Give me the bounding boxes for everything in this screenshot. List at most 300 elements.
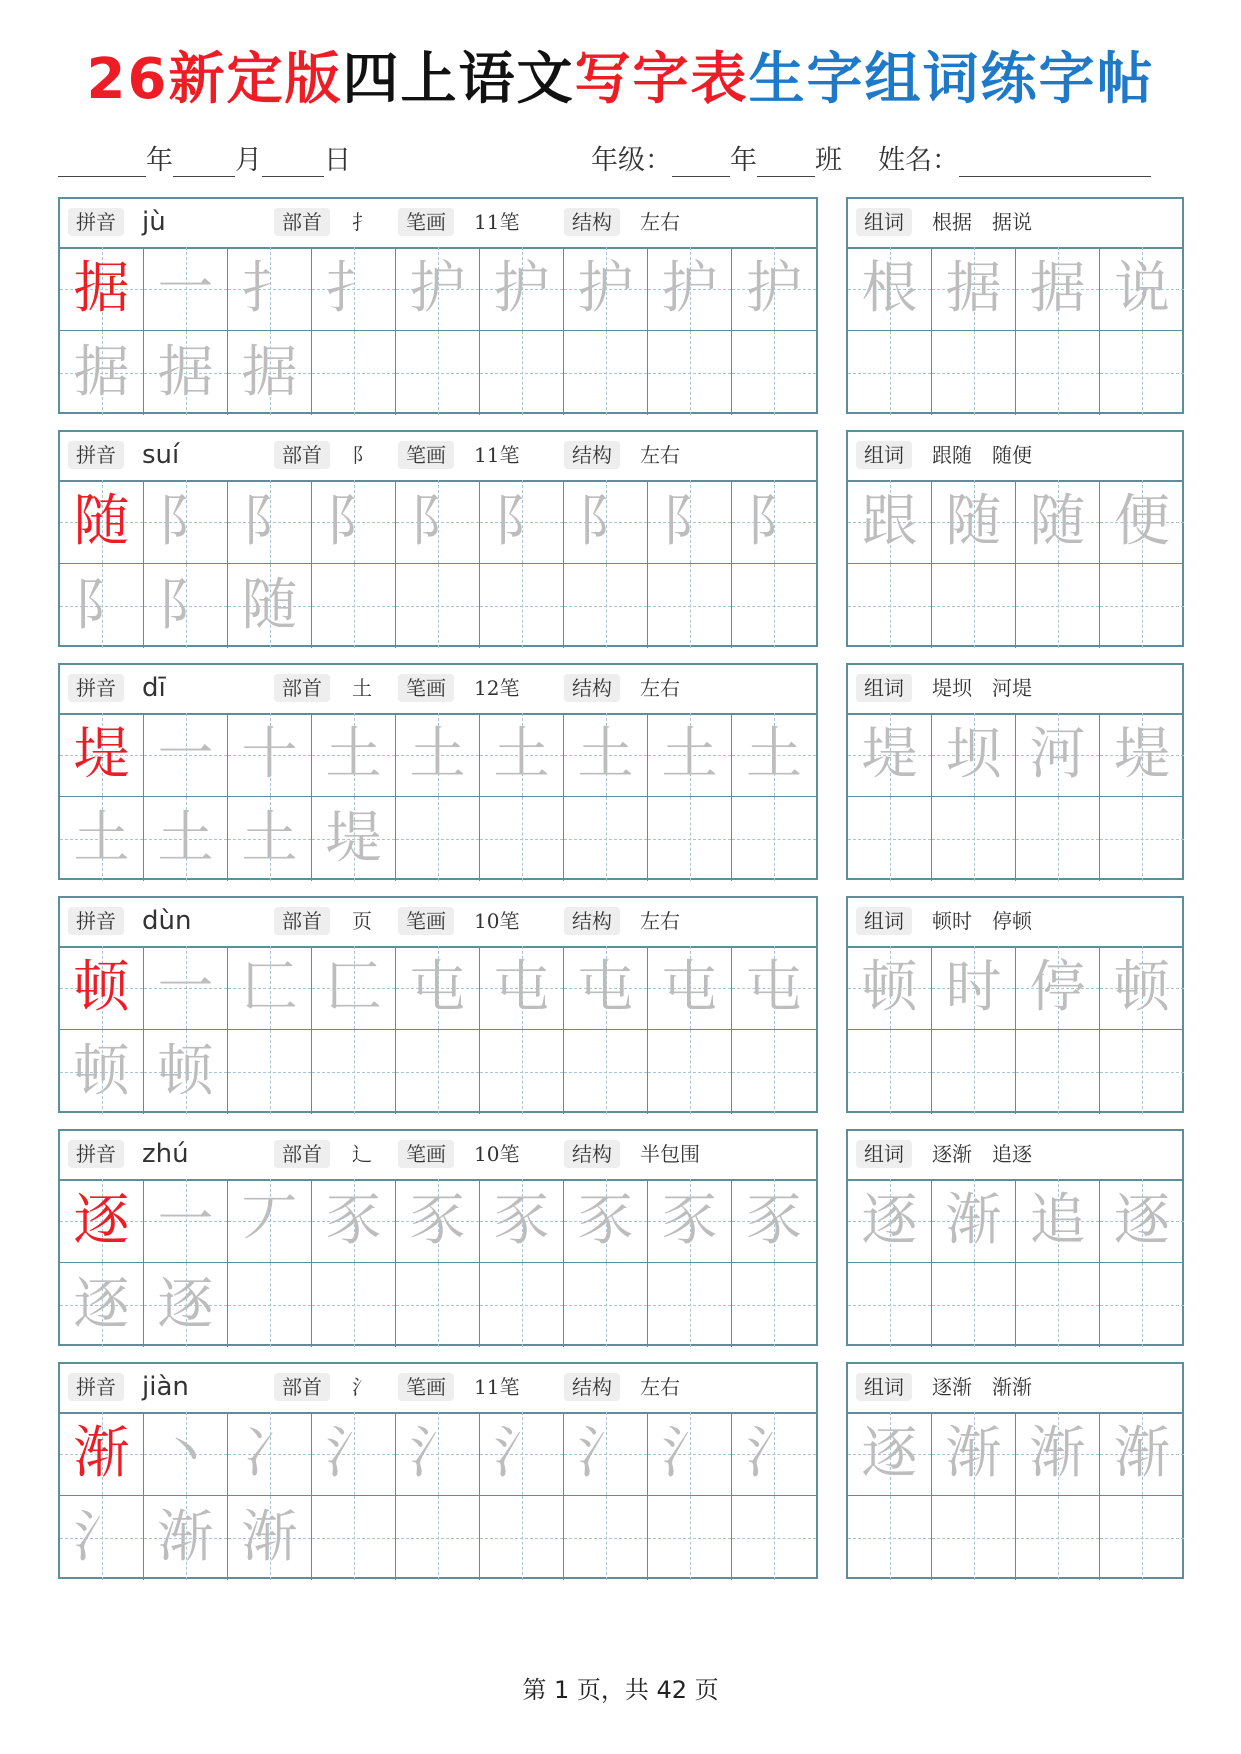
structure-tag: 结构 — [564, 907, 620, 935]
practice-cell[interactable] — [564, 797, 648, 881]
pinyin-value: zhú — [142, 1139, 189, 1169]
word-practice-cell[interactable] — [1100, 331, 1184, 415]
word-practice-cell[interactable] — [932, 564, 1016, 648]
practice-cell[interactable] — [312, 564, 396, 648]
structure-tag: 结构 — [564, 441, 620, 469]
word-practice-cell[interactable] — [1016, 797, 1100, 881]
stroke-step-char: 阝 — [493, 488, 550, 554]
stroke-step-char: 土 — [73, 806, 130, 871]
practice-cell[interactable] — [228, 1412, 312, 1496]
word-practice-cell[interactable] — [848, 1496, 932, 1580]
word-practice-cell[interactable] — [1016, 1496, 1100, 1580]
model-char-cell[interactable] — [60, 946, 144, 1030]
word-practice-cell[interactable] — [1016, 1179, 1100, 1263]
practice-cell[interactable] — [312, 480, 396, 564]
practice-cell[interactable] — [396, 713, 480, 797]
stroke-step-char: 阝 — [577, 488, 634, 554]
stroke-step-char: 匚 — [241, 954, 298, 1020]
strokes-value: 10笔 — [474, 1142, 520, 1166]
word-practice-cell[interactable] — [932, 480, 1016, 564]
practice-cell[interactable] — [564, 564, 648, 648]
student-line — [591, 138, 1151, 178]
practice-cell[interactable] — [312, 247, 396, 331]
practice-cell[interactable] — [732, 797, 816, 881]
word-practice-cell[interactable] — [848, 1412, 932, 1496]
char-block-6 — [58, 1362, 818, 1579]
words-block-4 — [846, 896, 1184, 1113]
practice-cell[interactable] — [648, 247, 732, 331]
practice-cell[interactable] — [564, 1412, 648, 1496]
radical-value: 土 — [352, 676, 372, 700]
words-tag: 组词 — [856, 208, 912, 236]
word-char: 随 — [1029, 488, 1086, 554]
practice-cell[interactable] — [312, 1496, 396, 1580]
word-practice-cell[interactable] — [1016, 247, 1100, 331]
stroke-step-char: 屯 — [409, 954, 466, 1020]
word-practice-cell[interactable] — [848, 1030, 932, 1114]
practice-cell[interactable] — [648, 1412, 732, 1496]
word-char: 据 — [1029, 255, 1086, 321]
practice-cell[interactable] — [60, 331, 144, 415]
stroke-step-char: 护 — [493, 255, 550, 321]
radical-value: 阝 — [352, 443, 372, 467]
word-practice-cell[interactable] — [1016, 480, 1100, 564]
name-blank[interactable] — [959, 146, 1151, 177]
model-char: 随 — [73, 488, 130, 554]
stroke-step-char: 据 — [73, 340, 130, 405]
stroke-step-char: 随 — [241, 573, 298, 638]
stroke-step-char: 扌 — [325, 255, 382, 321]
practice-cell[interactable] — [144, 564, 228, 648]
stroke-step-char: 豕 — [746, 1187, 802, 1253]
year-label: 年 — [146, 145, 173, 176]
practice-cell[interactable] — [312, 1412, 396, 1496]
structure-value: 左右 — [640, 1375, 680, 1399]
practice-cell[interactable] — [480, 480, 564, 564]
model-char-cell[interactable] — [60, 247, 144, 331]
stroke-step-char: 土 — [241, 806, 298, 871]
word-practice-cell[interactable] — [1016, 946, 1100, 1030]
stroke-step-char: 豕 — [409, 1187, 466, 1253]
word-char: 逐 — [861, 1420, 918, 1486]
practice-cell[interactable] — [312, 713, 396, 797]
practice-cell[interactable] — [312, 1030, 396, 1114]
practice-cell[interactable] — [60, 564, 144, 648]
practice-cell[interactable] — [480, 946, 564, 1030]
title-part-3: 写字表 — [574, 47, 749, 112]
word-char: 堤 — [861, 721, 918, 787]
word-char: 河 — [1029, 721, 1086, 787]
practice-cell[interactable] — [144, 1496, 228, 1580]
practice-cell[interactable] — [564, 1179, 648, 1263]
structure-value: 左右 — [640, 676, 680, 700]
practice-cell[interactable] — [228, 564, 312, 648]
practice-cell[interactable] — [396, 564, 480, 648]
stroke-step-char: 堤 — [325, 806, 382, 871]
stroke-step-char: 据 — [157, 340, 214, 405]
words-block-5 — [846, 1129, 1184, 1346]
practice-cell[interactable] — [228, 1263, 312, 1347]
words-tag: 组词 — [856, 1140, 912, 1168]
model-char: 堤 — [73, 721, 130, 787]
practice-cell[interactable] — [60, 1496, 144, 1580]
practice-cell[interactable] — [396, 946, 480, 1030]
practice-cell[interactable] — [228, 1030, 312, 1114]
word-practice-cell[interactable] — [932, 247, 1016, 331]
word-char: 据 — [945, 255, 1002, 321]
word-practice-cell[interactable] — [848, 331, 932, 415]
practice-cell[interactable] — [480, 1263, 564, 1347]
practice-cell[interactable] — [648, 713, 732, 797]
practice-cell[interactable] — [480, 331, 564, 415]
pinyin-tag: 拼音 — [68, 1140, 124, 1168]
strokes-value: 12笔 — [474, 676, 520, 700]
words-value: 顿时 停顿 — [932, 909, 1032, 933]
stroke-step-char: 渐 — [241, 1505, 298, 1570]
practice-cell[interactable] — [480, 247, 564, 331]
char-header — [60, 898, 816, 948]
month-label: 月 — [235, 145, 262, 176]
word-practice-cell[interactable] — [1100, 1412, 1184, 1496]
practice-cell[interactable] — [396, 1179, 480, 1263]
char-block-1 — [58, 197, 818, 414]
practice-cell[interactable] — [564, 480, 648, 564]
practice-cell[interactable] — [228, 946, 312, 1030]
word-char: 追 — [1029, 1187, 1086, 1253]
word-practice-cell[interactable] — [1016, 1263, 1100, 1347]
word-char: 渐 — [945, 1420, 1002, 1486]
practice-cell[interactable] — [228, 713, 312, 797]
practice-cell[interactable] — [564, 247, 648, 331]
words-block-6 — [846, 1362, 1184, 1579]
char-header — [60, 432, 816, 482]
word-char: 说 — [1114, 255, 1170, 321]
practice-cell[interactable] — [648, 946, 732, 1030]
word-practice-cell[interactable] — [1100, 946, 1184, 1030]
radical-value: 氵 — [352, 1375, 372, 1399]
practice-cell[interactable] — [648, 480, 732, 564]
practice-cell[interactable] — [60, 797, 144, 881]
words-block-3 — [846, 663, 1184, 880]
stroke-step-char: 阝 — [661, 488, 718, 554]
practice-cell[interactable] — [732, 564, 816, 648]
practice-cell[interactable] — [480, 797, 564, 881]
word-practice-cell[interactable] — [848, 797, 932, 881]
practice-cell[interactable] — [732, 1179, 816, 1263]
practice-cell[interactable] — [396, 1412, 480, 1496]
structure-value: 左右 — [640, 443, 680, 467]
word-practice-cell[interactable] — [1100, 480, 1184, 564]
strokes-tag: 笔画 — [398, 1140, 454, 1168]
word-practice-cell[interactable] — [932, 713, 1016, 797]
strokes-tag: 笔画 — [398, 674, 454, 702]
words-tag: 组词 — [856, 907, 912, 935]
model-char: 顿 — [73, 954, 130, 1020]
word-practice-cell[interactable] — [848, 564, 932, 648]
practice-cell[interactable] — [648, 797, 732, 881]
stroke-step-char: 土 — [409, 721, 466, 787]
stroke-step-char: 扌 — [241, 255, 298, 321]
practice-cell[interactable] — [732, 247, 816, 331]
word-practice-cell[interactable] — [1016, 1030, 1100, 1114]
words-value: 逐渐 渐渐 — [932, 1375, 1032, 1399]
practice-cell[interactable] — [564, 1263, 648, 1347]
word-practice-cell[interactable] — [848, 713, 932, 797]
stroke-step-char: 氵 — [577, 1420, 634, 1486]
practice-cell[interactable] — [144, 1030, 228, 1114]
practice-cell[interactable] — [732, 946, 816, 1030]
class-label: 班 — [815, 145, 842, 176]
practice-cell[interactable] — [648, 564, 732, 648]
stroke-step-char: 豕 — [493, 1187, 550, 1253]
stroke-step-char: 氵 — [325, 1420, 382, 1486]
pinyin-value: jù — [142, 207, 166, 237]
words-header — [848, 665, 1182, 715]
pinyin-value: dī — [142, 673, 166, 703]
practice-cell[interactable] — [564, 1030, 648, 1114]
stroke-step-char: 据 — [241, 340, 298, 405]
practice-cell[interactable] — [144, 797, 228, 881]
word-practice-cell[interactable] — [1016, 331, 1100, 415]
practice-cell[interactable] — [480, 1179, 564, 1263]
words-block-1 — [846, 197, 1184, 414]
practice-cell[interactable] — [312, 1179, 396, 1263]
practice-cell[interactable] — [648, 1030, 732, 1114]
practice-cell[interactable] — [732, 480, 816, 564]
word-practice-cell[interactable] — [848, 480, 932, 564]
word-char: 停 — [1029, 954, 1086, 1020]
stroke-step-char: 阝 — [409, 488, 466, 554]
stroke-step-char: 渐 — [157, 1505, 214, 1570]
char-header — [60, 199, 816, 249]
practice-cell[interactable] — [396, 1496, 480, 1580]
practice-cell[interactable] — [396, 797, 480, 881]
practice-cell[interactable] — [732, 1412, 816, 1496]
word-practice-cell[interactable] — [932, 946, 1016, 1030]
strokes-value: 11笔 — [474, 1375, 520, 1399]
practice-cell[interactable] — [144, 946, 228, 1030]
grade-blank[interactable] — [672, 146, 730, 177]
strokes-tag: 笔画 — [398, 907, 454, 935]
word-practice-cell[interactable] — [1016, 713, 1100, 797]
words-header — [848, 432, 1182, 482]
words-value: 跟随 随便 — [932, 443, 1032, 467]
structure-tag: 结构 — [564, 1140, 620, 1168]
char-block-5 — [58, 1129, 818, 1346]
practice-cell[interactable] — [648, 331, 732, 415]
practice-cell[interactable] — [312, 946, 396, 1030]
practice-cell[interactable] — [60, 1263, 144, 1347]
practice-cell[interactable] — [144, 480, 228, 564]
word-practice-cell[interactable] — [932, 1263, 1016, 1347]
practice-cell[interactable] — [732, 331, 816, 415]
word-char: 时 — [945, 954, 1002, 1020]
char-block-3 — [58, 663, 818, 880]
structure-value: 半包围 — [640, 1142, 700, 1166]
practice-cell[interactable] — [480, 1412, 564, 1496]
word-char: 渐 — [1029, 1420, 1086, 1486]
practice-cell[interactable] — [144, 713, 228, 797]
title-part-1: 26新定版 — [86, 47, 343, 112]
practice-cell[interactable] — [648, 1179, 732, 1263]
practice-cell[interactable] — [396, 1263, 480, 1347]
practice-cell[interactable] — [648, 1496, 732, 1580]
word-char: 便 — [1114, 488, 1170, 554]
words-header — [848, 199, 1182, 249]
strokes-value: 11笔 — [474, 443, 520, 467]
word-char: 根 — [861, 255, 918, 321]
words-block-2 — [846, 430, 1184, 647]
stroke-step-char: 豕 — [325, 1187, 382, 1253]
radical-tag: 部首 — [274, 1373, 330, 1401]
practice-cell[interactable] — [564, 713, 648, 797]
stroke-step-char: 氵 — [661, 1420, 718, 1486]
word-practice-cell[interactable] — [1016, 1412, 1100, 1496]
practice-cell[interactable] — [228, 797, 312, 881]
practice-cell[interactable] — [144, 247, 228, 331]
radical-value: 页 — [352, 909, 372, 933]
page-title — [0, 40, 1241, 120]
practice-cell[interactable] — [144, 1179, 228, 1263]
model-char-cell[interactable] — [60, 480, 144, 564]
word-practice-cell[interactable] — [1100, 247, 1184, 331]
practice-cell[interactable] — [312, 1263, 396, 1347]
stroke-step-char: 阝 — [325, 488, 382, 554]
practice-cell[interactable] — [228, 331, 312, 415]
char-header — [60, 1131, 816, 1181]
char-block-4 — [58, 896, 818, 1113]
practice-cell[interactable] — [228, 480, 312, 564]
word-practice-cell[interactable] — [1100, 797, 1184, 881]
practice-cell[interactable] — [732, 1496, 816, 1580]
words-tag: 组词 — [856, 674, 912, 702]
stroke-step-char: 土 — [577, 721, 634, 787]
model-char-cell[interactable] — [60, 713, 144, 797]
word-practice-cell[interactable] — [1100, 1496, 1184, 1580]
word-practice-cell[interactable] — [1100, 564, 1184, 648]
word-practice-cell[interactable] — [848, 1179, 932, 1263]
stroke-step-char: 一 — [157, 255, 214, 321]
stroke-step-char: 土 — [746, 721, 802, 787]
practice-cell[interactable] — [312, 331, 396, 415]
word-practice-cell[interactable] — [1100, 1030, 1184, 1114]
practice-cell[interactable] — [732, 1030, 816, 1114]
model-char-cell[interactable] — [60, 1412, 144, 1496]
word-practice-cell[interactable] — [932, 1496, 1016, 1580]
stroke-step-char: 阝 — [157, 488, 214, 554]
pinyin-value: dùn — [142, 906, 192, 936]
practice-cell[interactable] — [228, 247, 312, 331]
word-practice-cell[interactable] — [848, 946, 932, 1030]
radical-tag: 部首 — [274, 441, 330, 469]
word-char: 逐 — [1114, 1187, 1170, 1253]
stroke-step-char: 土 — [661, 721, 718, 787]
strokes-value: 11笔 — [474, 210, 520, 234]
practice-cell[interactable] — [228, 1179, 312, 1263]
practice-cell[interactable] — [480, 1030, 564, 1114]
word-practice-cell[interactable] — [932, 1179, 1016, 1263]
stroke-step-char: 顿 — [73, 1039, 130, 1104]
practice-cell[interactable] — [144, 1412, 228, 1496]
practice-cell[interactable] — [396, 331, 480, 415]
word-char: 渐 — [1114, 1420, 1170, 1486]
grade-year-label: 年 — [730, 145, 757, 176]
word-char: 顿 — [1114, 954, 1170, 1020]
month-blank[interactable] — [173, 146, 235, 177]
stroke-step-char: 逐 — [157, 1272, 214, 1337]
practice-cell[interactable] — [144, 1263, 228, 1347]
practice-cell[interactable] — [60, 1030, 144, 1114]
practice-cell[interactable] — [228, 1496, 312, 1580]
words-value: 堤坝 河堤 — [932, 676, 1032, 700]
practice-cell[interactable] — [732, 713, 816, 797]
structure-value: 左右 — [640, 210, 680, 234]
practice-cell[interactable] — [396, 1030, 480, 1114]
word-practice-cell[interactable] — [932, 1412, 1016, 1496]
model-char-cell[interactable] — [60, 1179, 144, 1263]
model-char: 渐 — [73, 1420, 130, 1486]
pinyin-tag: 拼音 — [68, 907, 124, 935]
words-header — [848, 898, 1182, 948]
stroke-step-char: 丶 — [157, 1420, 214, 1486]
stroke-step-char: 一 — [157, 954, 214, 1020]
practice-cell[interactable] — [564, 331, 648, 415]
pinyin-tag: 拼音 — [68, 441, 124, 469]
word-practice-cell[interactable] — [932, 797, 1016, 881]
page-footer: 第 1 页，共 42 页 — [522, 1676, 719, 1704]
practice-cell[interactable] — [480, 713, 564, 797]
practice-cell[interactable] — [480, 1496, 564, 1580]
stroke-step-char: 屯 — [661, 954, 718, 1020]
stroke-step-char: 屯 — [493, 954, 550, 1020]
pinyin-value: jiàn — [142, 1372, 189, 1402]
class-blank[interactable] — [757, 146, 815, 177]
stroke-step-char: 匚 — [325, 954, 382, 1020]
stroke-step-char: 阝 — [73, 573, 130, 638]
word-practice-cell[interactable] — [1100, 1263, 1184, 1347]
word-practice-cell[interactable] — [932, 331, 1016, 415]
practice-cell[interactable] — [396, 480, 480, 564]
word-char: 坝 — [945, 721, 1002, 787]
stroke-step-char: 氵 — [409, 1420, 466, 1486]
radical-value: 扌 — [352, 210, 372, 234]
practice-cell[interactable] — [564, 946, 648, 1030]
words-value: 逐渐 追逐 — [932, 1142, 1032, 1166]
practice-cell[interactable] — [648, 1263, 732, 1347]
word-practice-cell[interactable] — [1100, 713, 1184, 797]
practice-cell[interactable] — [312, 797, 396, 881]
stroke-step-char: 阝 — [746, 488, 802, 554]
practice-cell[interactable] — [396, 247, 480, 331]
practice-cell[interactable] — [732, 1263, 816, 1347]
year-blank[interactable] — [58, 146, 146, 177]
word-practice-cell[interactable] — [932, 1030, 1016, 1114]
stroke-step-char: 土 — [493, 721, 550, 787]
stroke-step-char: 氵 — [746, 1420, 802, 1486]
practice-cell[interactable] — [144, 331, 228, 415]
title-part-4: 生字组词练字帖 — [748, 47, 1155, 112]
practice-cell[interactable] — [480, 564, 564, 648]
word-practice-cell[interactable] — [1016, 564, 1100, 648]
day-blank[interactable] — [262, 146, 324, 177]
words-tag: 组词 — [856, 441, 912, 469]
pinyin-value: suí — [142, 440, 180, 470]
practice-cell[interactable] — [564, 1496, 648, 1580]
structure-tag: 结构 — [564, 674, 620, 702]
word-practice-cell[interactable] — [1100, 1179, 1184, 1263]
word-practice-cell[interactable] — [848, 247, 932, 331]
word-practice-cell[interactable] — [848, 1263, 932, 1347]
